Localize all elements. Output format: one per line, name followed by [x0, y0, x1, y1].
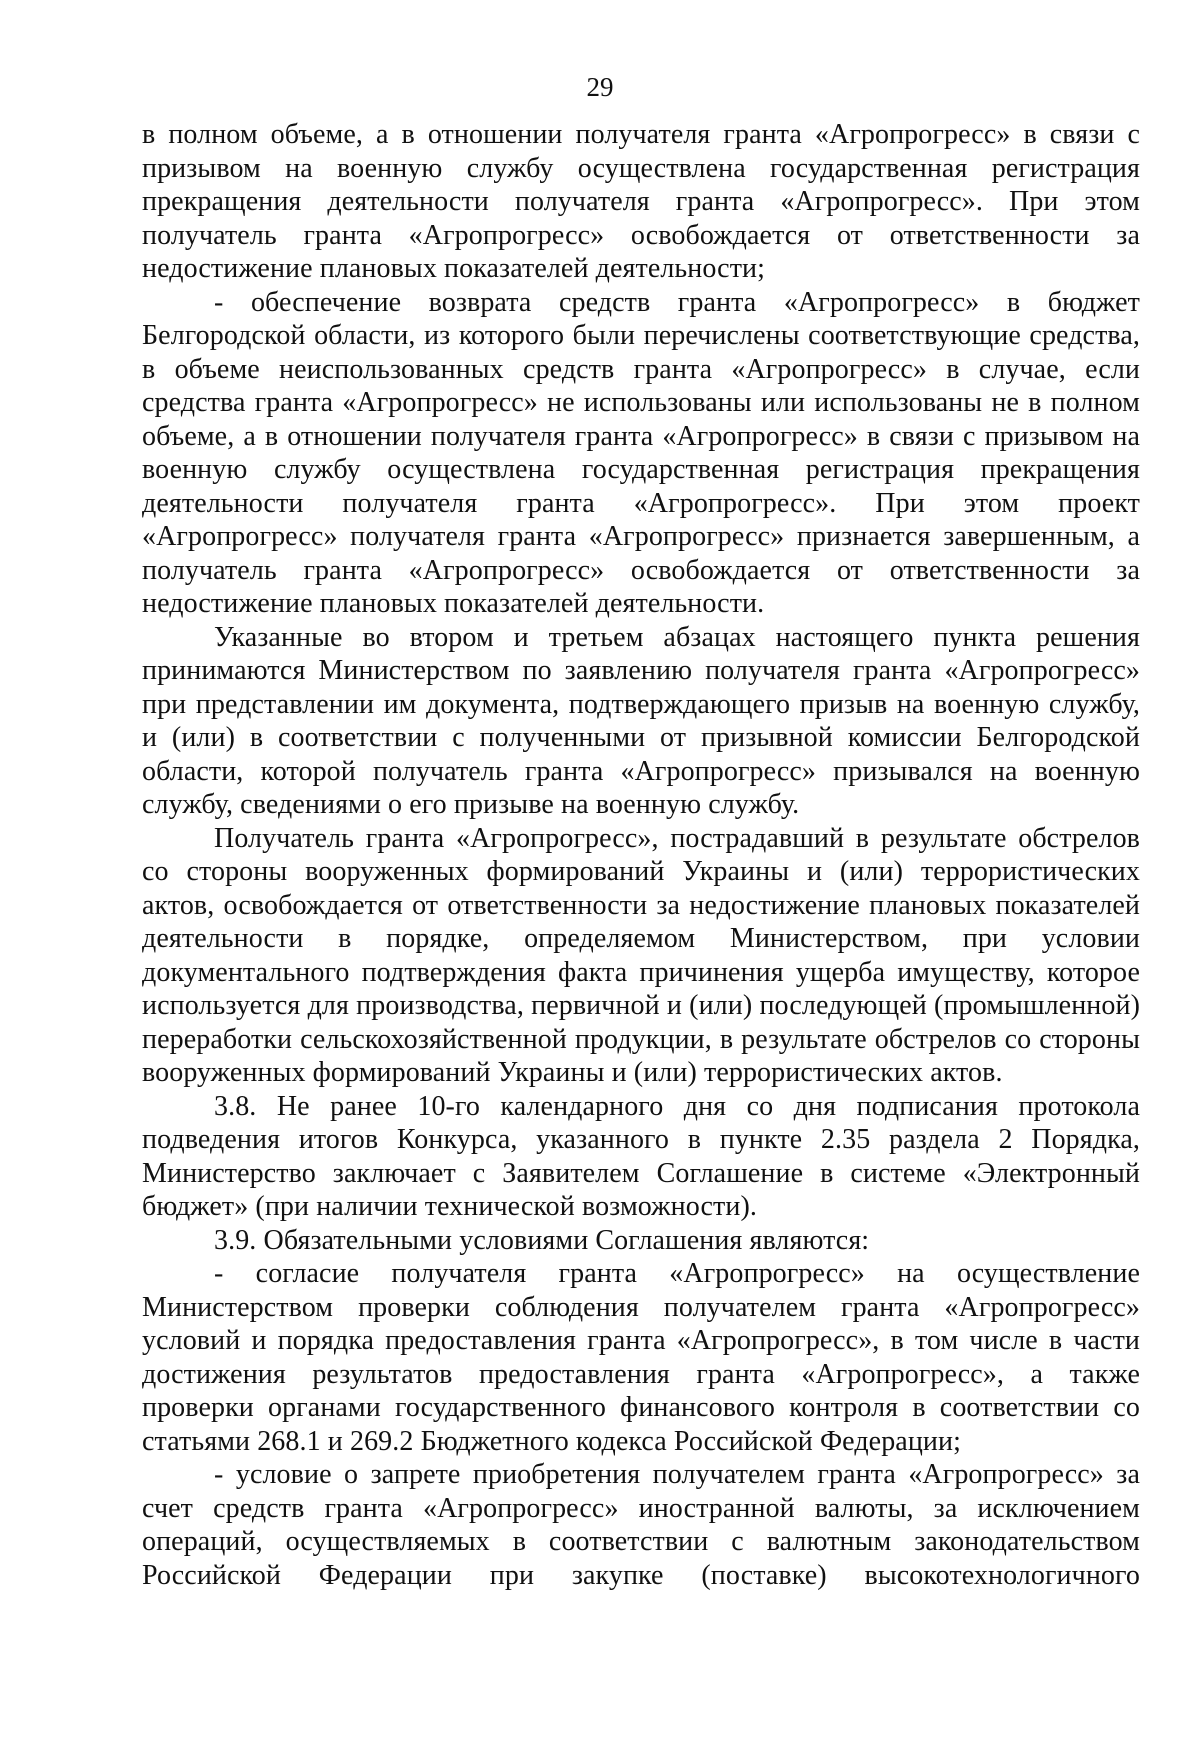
paragraph: Получатель гранта «Агропрогресс», пострадавший в результате обстрелов со стороны вооруженных формирований Украины и (или) террористических актов, освобождается от ответственности за недостижение плановых показателей деятельности в порядке, определяемом Министерством, при условии документального подтверждения факта причинения ущерба имуществу, которое используется для производства, первичной и (или) последующей (промышленной) переработки сельскохозяйственной продукции, в результате обстрелов со стороны вооруженных формирований Украины и (или) террористических актов. — [142, 822, 1140, 1088]
page-number: 29 — [586, 72, 614, 102]
paragraph-list-item: - согласие получателя гранта «Агропрогресс» на осуществление Министерством проверки соблюдения получателем гранта «Агропрогресс» условий и порядка предоставления гранта «Агропрогресс», в том числе в части достижения результатов предоставления гранта «Агропрогресс», а также проверки органами государственного финансового контроля в соответствии со статьями 268.1 и 269.2 Бюджетного кодекса Российской Федерации; — [142, 1258, 1140, 1457]
paragraph-list-item: - обеспечение возврата средств гранта «Агропрогресс» в бюджет Белгородской области, из которого были перечислены соответствующие средства, в объеме неиспользованных средств гранта «Агропрогресс» в случае, если средства гранта «Агропрогресс» не использованы или использованы не в полном объеме, а в отношении получателя гранта «Агропрогресс» в связи с призывом на военную службу осуществлена государственная регистрация прекращения деятельности получателя гранта «Агропрогресс». При этом проект «Агропрогресс» получателя гранта «Агропрогресс» признается завершенным, а получатель гранта «Агропрогресс» освобождается от ответственности за недостижение плановых показателей деятельности. — [142, 286, 1140, 619]
paragraph-continuation: в полном объеме, а в отношении получателя гранта «Агропрогресс» в связи с призывом на военную службу осуществлена государственная регистрация прекращения деятельности получателя гранта «Агропрогресс». При этом получатель гранта «Агропрогресс» освобождается от ответственности за недостижение плановых показателей деятельности; — [142, 119, 1140, 284]
paragraph-clause-3-8: 3.8. Не ранее 10-го календарного дня со дня подписания протокола подведения итогов Конкурса, указанного в пункте 2.35 раздела 2 Порядка, Министерство заключает с Заявителем Соглашение в системе «Электронный бюджет» (при наличии технической возможности). — [142, 1090, 1140, 1222]
paragraph-clause-3-9: 3.9. Обязательными условиями Соглашения являются: — [214, 1224, 870, 1256]
paragraph-list-item: - условие о запрете приобретения получателем гранта «Агропрогресс» за счет средств гранта «Агропрогресс» иностранной валюты, за исключением операций, осуществляемых в соответствии с валютным законодательством Российской Федерации при закупке (поставке) высокотехнологичного — [142, 1459, 1140, 1591]
document-body — [142, 118, 1140, 1592]
paragraph: Указанные во втором и третьем абзацах настоящего пункта решения принимаются Министерством по заявлению получателя гранта «Агропрогресс» при представлении им документа, подтверждающего призыв на военную службу, и (или) в соответствии с полученными от призывной комиссии Белгородской области, которой получатель гранта «Агропрогресс» призывался на военную службу, сведениями о его призыве на военную службу. — [142, 621, 1140, 820]
